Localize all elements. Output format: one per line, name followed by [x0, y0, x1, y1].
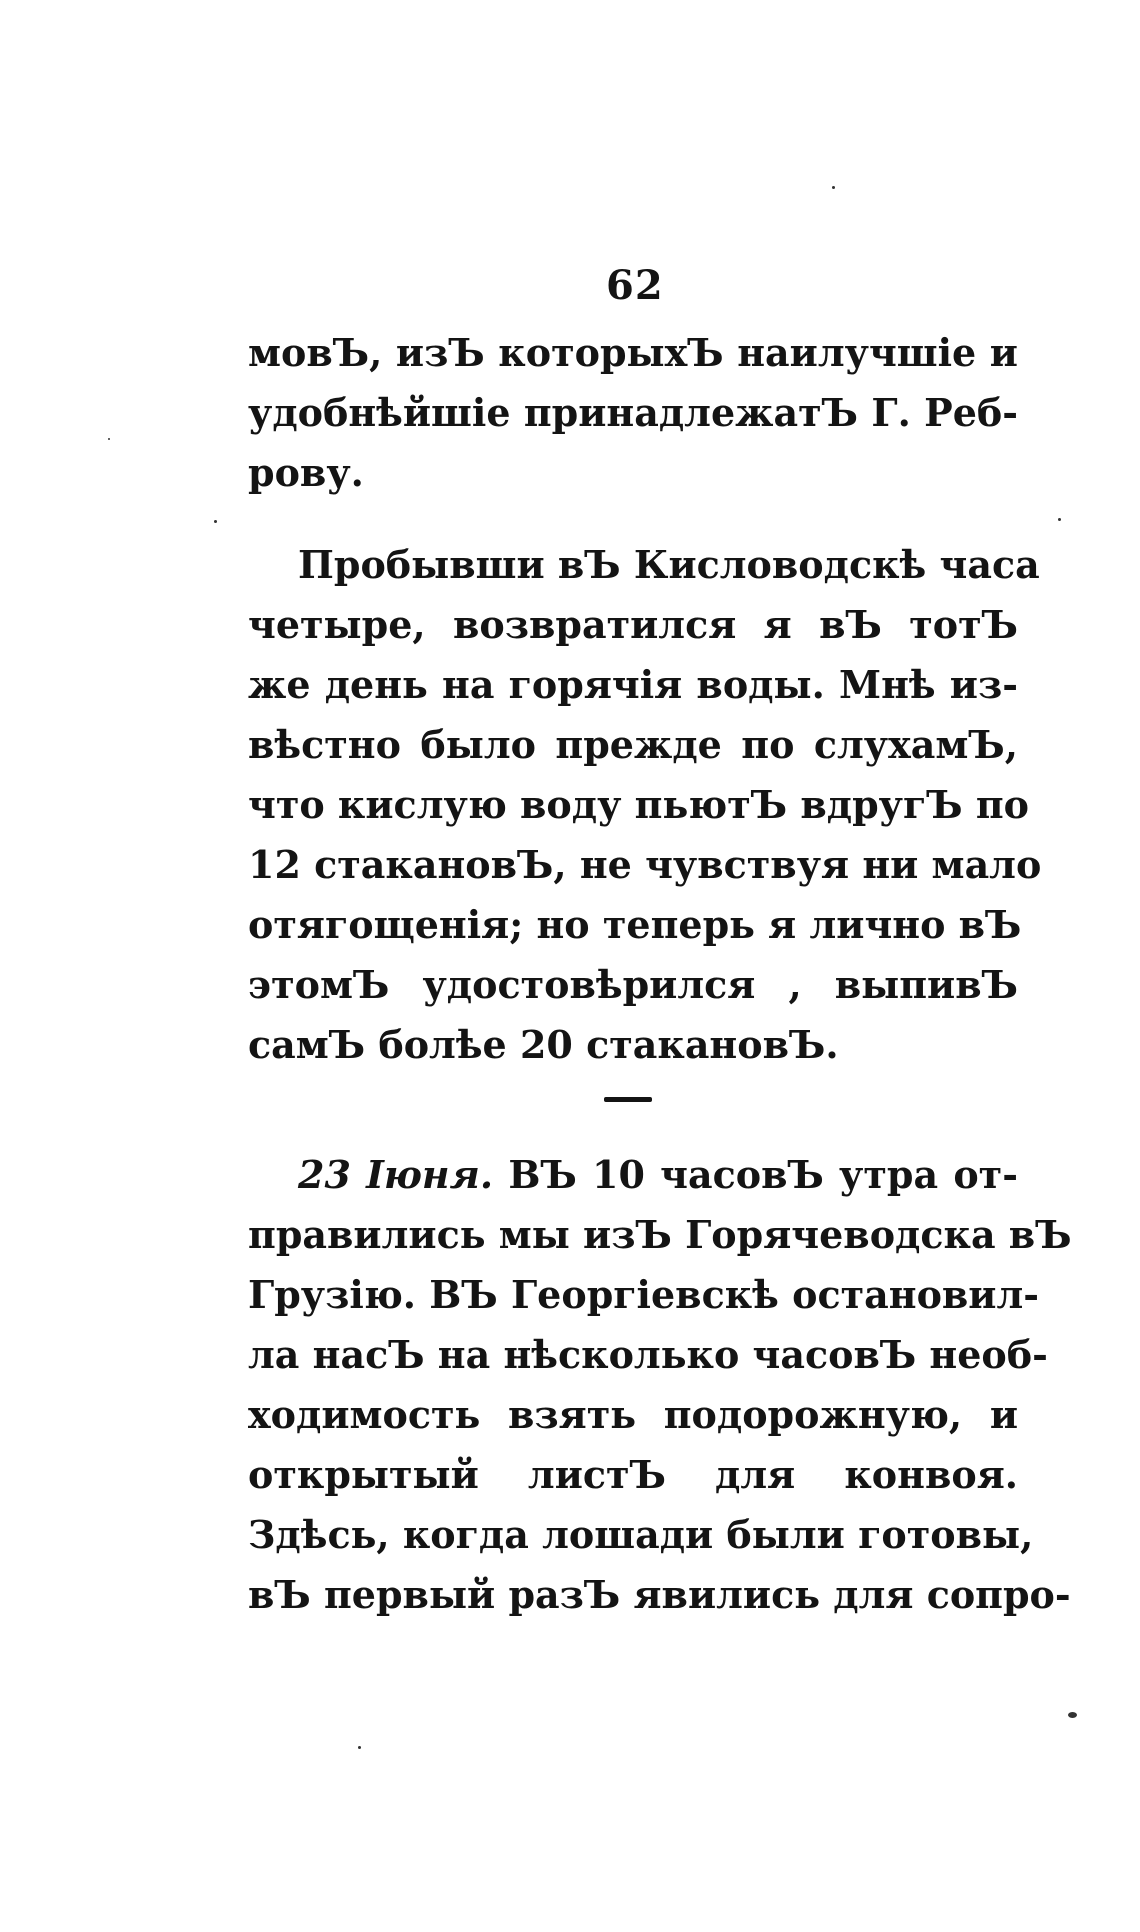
paper-speck: [108, 438, 110, 440]
text-line: что кислую воду пьютЪ вдругЪ по: [248, 782, 1029, 827]
text-line: самЪ болѣе 20 стакановЪ.: [248, 1022, 839, 1067]
diary-date: 23 Іюня.: [298, 1152, 494, 1197]
text-line: рову.: [248, 450, 364, 495]
text-line: мовЪ, изЪ которыхЪ наилучшіе и: [248, 330, 1018, 375]
text-line: ла насЪ на нѣсколько часовЪ необ-: [248, 1332, 1048, 1377]
paragraph-3: [248, 1145, 1072, 1625]
text-line: Здѣсь, когда лошади были готовы,: [248, 1512, 1034, 1557]
paragraph-1: [248, 323, 1018, 503]
text-line: этомЪ удостовѣрился , выпивЪ: [248, 962, 1018, 1007]
text-line: вЪ первый разЪ явились для сопро-: [248, 1572, 1071, 1617]
text-line: открытый листЪ для конвоя.: [248, 1452, 1018, 1497]
text-line: Пробывши вЪ Кисловодскѣ часа: [298, 542, 1040, 587]
page-number: 62: [606, 262, 664, 309]
text-line: вѣстно было прежде по слухамЪ,: [248, 722, 1018, 767]
text-line: [248, 1145, 1018, 1205]
paper-speck: [358, 1746, 361, 1749]
text-line: удобнѣйшіе принадлежатЪ Г. Реб-: [248, 390, 1018, 435]
text-line: 12 стакановЪ, не чувствуя ни мало: [248, 842, 1042, 887]
text-line-rest: ВЪ 10 часовЪ утра от-: [508, 1152, 1019, 1197]
text-line: четыре, возвратился я вЪ тотЪ: [248, 602, 1018, 647]
text-line: же день на горячія воды. Мнѣ из-: [248, 662, 1018, 707]
paragraph-2: [248, 535, 1042, 1075]
section-divider: [604, 1097, 652, 1102]
text-line: Грузію. ВЪ Георгіевскѣ остановил-: [248, 1272, 1040, 1317]
text-line: правились мы изЪ Горячеводска вЪ: [248, 1212, 1072, 1257]
paper-speck: [1058, 518, 1061, 521]
text-line: отягощенія; но теперь я лично вЪ: [248, 902, 1022, 947]
paper-speck: [214, 520, 217, 523]
paper-speck: [1068, 1712, 1077, 1718]
paper-speck: [832, 186, 835, 189]
text-line: ходимость взять подорожную, и: [248, 1392, 1018, 1437]
